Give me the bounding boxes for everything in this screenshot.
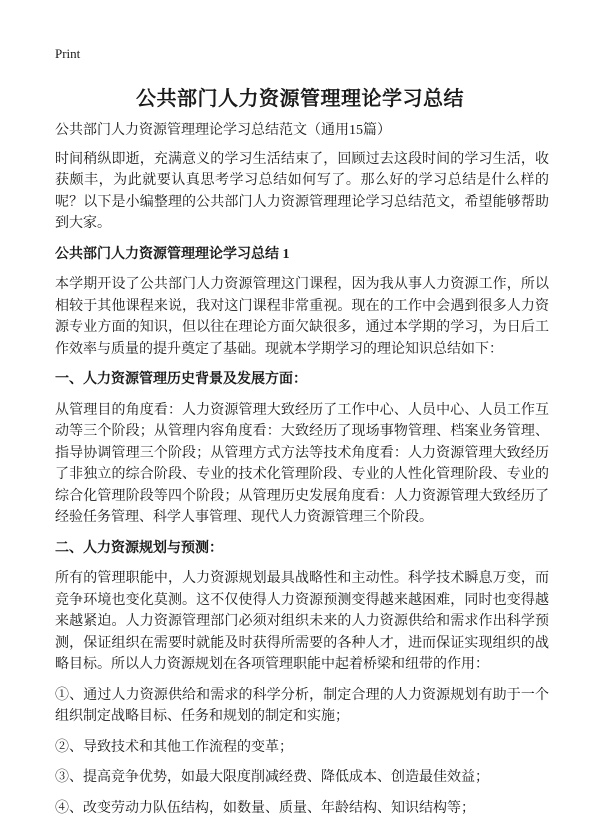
section-intro-paragraph: 本学期开设了公共部门人力资源管理这门课程，因为我从事人力资源工作，所以相较于其他课程来说，我对这门课程非常重视。现在的工作中会遇到很多人力资源专业方面的知识，但以往在理论方面欠缺很多，通过本学期的学习，为日后工作效率与质量的提升奠定了基础。现就本学期学习的理论知识总结如下：	[55, 277, 549, 357]
print-link[interactable]: Print	[55, 46, 81, 61]
list-item: ②、导致技术和其他工作流程的变革；	[55, 739, 293, 755]
page-title: 公共部门人力资源管理理论学习总结	[136, 86, 464, 110]
document-body	[55, 120, 549, 828]
list-item: ①、通过人力资源供给和需求的科学分析，制定合理的人力资源规划有助于一个组织制定战略目标、任务和规划的制定和实施；	[55, 687, 549, 724]
intro-paragraph: 时间稍纵即逝，充满意义的学习生活结束了，回顾过去这段时间的学习生活，收获颇丰，为此就要认真思考学习总结如何写了。那么好的学习总结是什么样的呢？以下是小编整理的公共部门人力资源管理理论学习总结范文，希望能够帮助到大家。	[55, 151, 549, 231]
planning-paragraph: 所有的管理职能中，人力资源规划最具战略性和主动性。科学技术瞬息万变，而竞争环境也变化莫测。这不仅使得人力资源预测变得越来越困难，同时也变得越来越紧迫。人力资源管理部门必须对组织未来的人力资源供给和需求作出科学预测，保证组织在需要时就能及时获得所需要的各种人才，进而保证实现组织的战略目标。所以人力资源规划在各项管理职能中起着桥梁和纽带的作用：	[55, 571, 549, 672]
heading-planning: 二、人力资源规划与预测：	[55, 540, 223, 556]
section-title: 公共部门人力资源管理理论学习总结 1	[55, 246, 290, 262]
list-item: ④、改变劳动力队伍结构，如数量、质量、年龄结构、知识结构等；	[55, 800, 475, 816]
subtitle: 公共部门人力资源管理理论学习总结范文（通用15篇）	[55, 123, 391, 138]
history-paragraph: 从管理目的角度看：人力资源管理大致经历了工作中心、人员中心、人员工作互动等三个阶段；从管理内容角度看：大致经历了现场事物管理、档案业务管理、指导协调管理三个阶段；从管理方式方法等技术角度看：人力资源管理大致经历了非独立的综合阶段、专业的技术化管理阶段、专业的人性化管理阶段、专业的综合化管理阶段等四个阶段；从管理历史发展角度看：人力资源管理大致经历了经验任务管理、科学人事管理、现代人力资源管理三个阶段。	[55, 402, 549, 525]
list-item: ③、提高竞争优势，如最大限度削减经费、降低成本、创造最佳效益；	[55, 770, 489, 785]
heading-history: 一、人力资源管理历史背景及发展方面：	[55, 372, 307, 387]
